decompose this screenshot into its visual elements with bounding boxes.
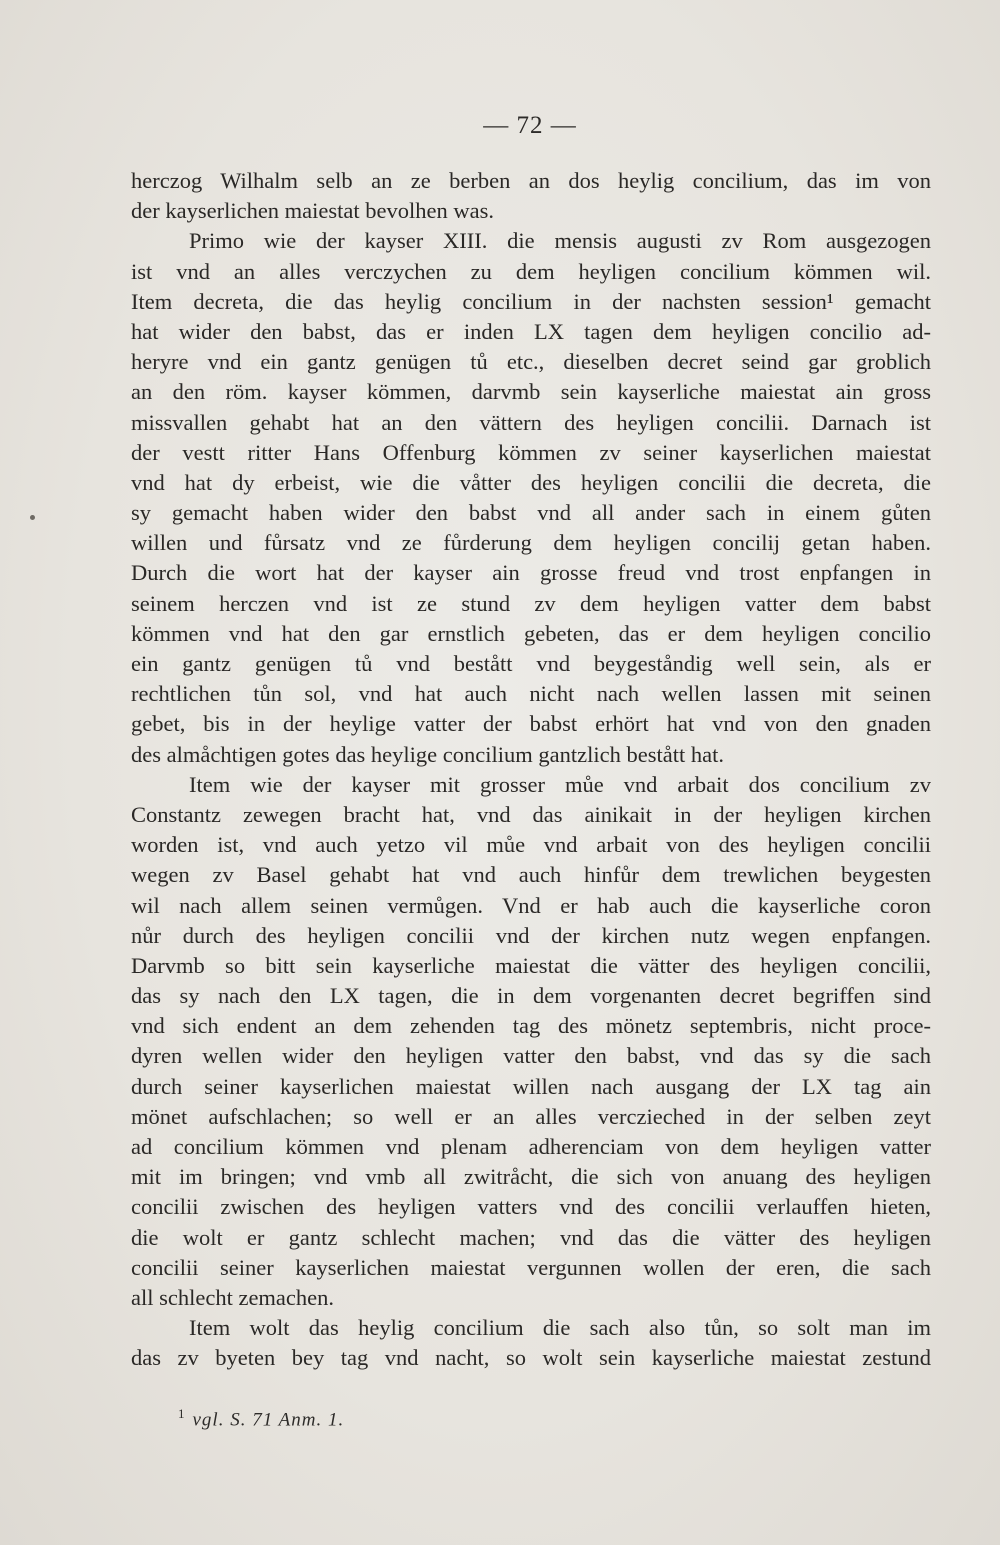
text-line: Darvmb so bitt sein kayserliche maiestat die vätter des heyligen concilii, bbox=[131, 952, 931, 978]
footnote-mark: 1 bbox=[178, 1406, 185, 1421]
text-line: das zv byeten bey tag vnd nacht, so wolt sein kayserliche maiestat zestund bbox=[131, 1345, 931, 1371]
text-line: heryre vnd ein gantz genügen tů etc., dieselben decret seind gar groblich bbox=[131, 349, 931, 375]
text-line: hat wider den babst, das er inden LX tagen dem heyligen concilio ad- bbox=[131, 318, 931, 344]
text-line: das sy nach den LX tagen, die in dem vorgenanten decret begriffen sind bbox=[131, 983, 931, 1009]
text-line: all schlecht zemachen. bbox=[131, 1284, 335, 1310]
text-line: Item wie der kayser mit grosser můe vnd arbait dos concilium zv bbox=[189, 771, 931, 797]
text-line: der vestt ritter Hans Offenburg kömmen zv seiner kayserlichen maiestat bbox=[131, 439, 931, 465]
text-line: Constantz zewegen bracht hat, vnd das ainikait in der heyligen kirchen bbox=[131, 801, 931, 827]
text-line: ist vnd an alles verczychen zu dem heyligen concilium kömmen wil. bbox=[131, 258, 931, 284]
text-line: der kayserlichen maiestat bevolhen was. bbox=[131, 198, 494, 224]
text-line: herczog Wilhalm selb an ze berben an dos heylig concilium, das im von bbox=[131, 168, 931, 193]
text-line: missvallen gehabt hat an den vättern des heyligen concilii. Darnach ist bbox=[131, 409, 931, 435]
text-line: gebet, bis in der heylige vatter der babst erhört hat vnd von den gnaden bbox=[131, 711, 931, 737]
text-line: ein gantz genügen tů vnd bestått vnd beygeståndig well sein, als er bbox=[131, 651, 931, 676]
text-line: nůr durch des heyligen concilii vnd der kirchen nutz wegen enpfangen. bbox=[131, 922, 931, 948]
text-line: willen und fůrsatz vnd ze fůrderung dem heyligen concilij getan haben. bbox=[131, 530, 931, 556]
footnote bbox=[178, 1406, 344, 1431]
text-line: mönet aufschlachen; so well er an alles verczieched in der selben zeyt bbox=[131, 1103, 931, 1129]
text-line: rechtlichen tůn sol, vnd hat auch nicht nach wellen lassen mit seinen bbox=[131, 681, 931, 707]
text-line: des almåchtigen gotes das heylige concilium gantzlich bestått hat. bbox=[131, 741, 724, 767]
body-text bbox=[131, 166, 931, 1374]
page-number: — 72 — bbox=[483, 112, 577, 139]
text-line: an den röm. kayser kömmen, darvmb sein kayserliche maiestat ain gross bbox=[131, 379, 931, 405]
text-line: wegen zv Basel gehabt hat vnd auch hinfůr dem trewlichen beygesten bbox=[131, 862, 931, 888]
text-line: concilii seiner kayserlichen maiestat vergunnen wollen der eren, die sach bbox=[131, 1254, 931, 1280]
text-line: vnd sich endent an dem zehenden tag des mönetz septembris, nicht proce- bbox=[131, 1013, 931, 1039]
text-line: sy gemacht haben wider den babst vnd all ander sach in einem gůten bbox=[131, 500, 931, 526]
text-line: seinem herczen vnd ist ze stund zv dem heyligen vatter dem babst bbox=[131, 590, 931, 616]
text-line: Primo wie der kayser XIII. die mensis augusti zv Rom ausgezogen bbox=[189, 228, 931, 254]
text-line: die wolt er gantz schlecht machen; vnd das die vätter des heyligen bbox=[131, 1224, 931, 1250]
text-line: durch seiner kayserlichen maiestat willen nach ausgang der LX tag ain bbox=[131, 1073, 931, 1099]
paper-speck bbox=[30, 515, 35, 520]
text-line: mit im bringen; vnd vmb all zwitråcht, die sich von anuang des heyligen bbox=[131, 1164, 931, 1190]
text-line: ad concilium kömmen vnd plenam adherenciam von dem heyligen vatter bbox=[131, 1134, 931, 1159]
text-line: Item decreta, die das heylig concilium in der nachsten session¹ gemacht bbox=[131, 288, 931, 314]
text-line: worden ist, vnd auch yetzo vil můe vnd arbait von des heyligen concilii bbox=[131, 832, 931, 858]
text-line: Item wolt das heylig concilium die sach also tůn, so solt man im bbox=[189, 1315, 931, 1341]
text-line: concilii zwischen des heyligen vatters vnd des concilii verlauffen hieten, bbox=[131, 1194, 931, 1220]
text-line: kömmen vnd hat den gar ernstlich gebeten, das er dem heyligen concilio bbox=[131, 620, 931, 646]
footnote-text: vgl. S. 71 Anm. 1. bbox=[192, 1409, 345, 1431]
text-line: dyren wellen wider den heyligen vatter den babst, vnd das sy die sach bbox=[131, 1043, 931, 1069]
text-line: wil nach allem seinen vermůgen. Vnd er hab auch die kayserliche coron bbox=[131, 892, 931, 918]
text-line: Durch die wort hat der kayser ain grosse freud vnd trost enpfangen in bbox=[131, 560, 931, 586]
text-line: vnd hat dy erbeist, wie die våtter des heyligen concilii die decreta, die bbox=[131, 469, 931, 495]
